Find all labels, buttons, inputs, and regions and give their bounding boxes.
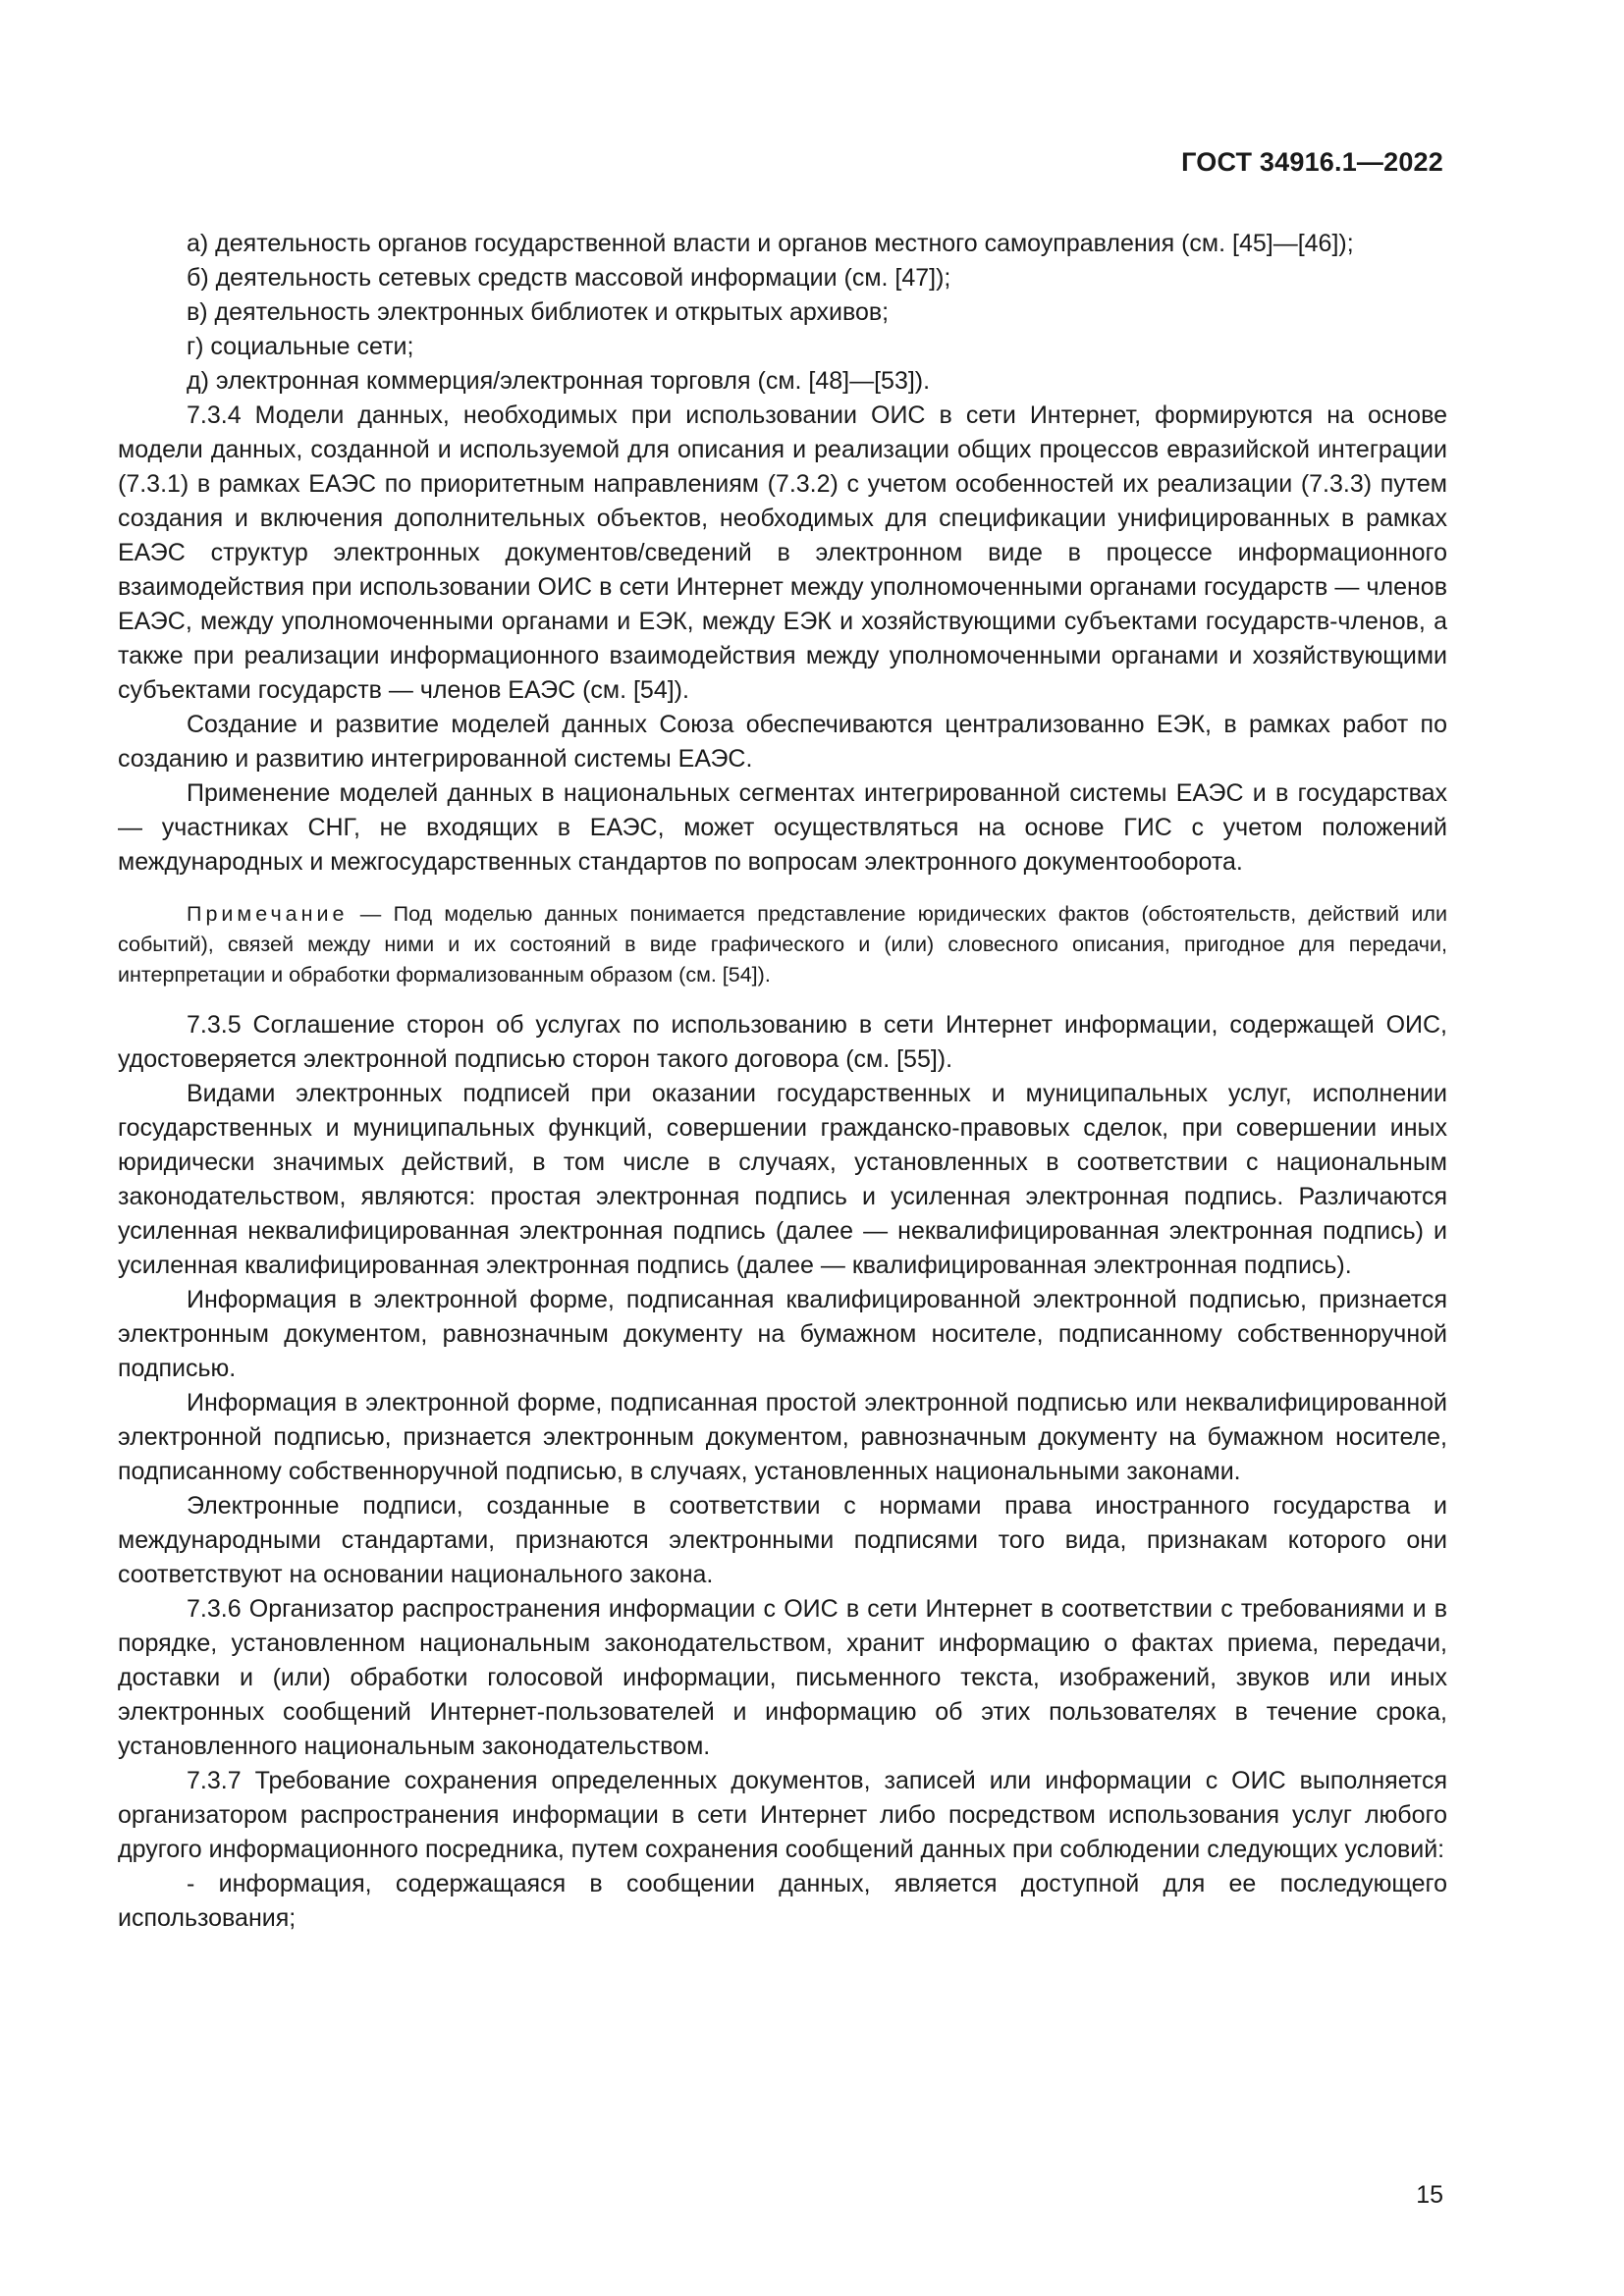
section-7-3-4-paragraph: 7.3.4 Модели данных, необходимых при использовании ОИС в сети Интернет, формируются на основе модели данных, созданной и используемой для описания и реализации общих процессов евразийской интеграции (7.3.1) в рамках ЕАЭС по приоритетным направлениям (7.3.2) с учетом особенностей их реализации (7.3.3) путем создания и включения дополнительных объектов, необходимых для спецификации унифицированных в рамках ЕАЭС структур электронных документов/сведений в электронном виде в процессе информационного взаимодействия при использовании ОИС в сети Интернет между уполномоченными органами государств — членов ЕАЭС, между уполномоченными органами и ЕЭК, между ЕЭК и хозяйствующими субъектами государств-членов, а также при реализации информационного взаимодействия между уполномоченными органами и хозяйствующими субъектами государств — членов ЕАЭС (см. [54]).: [118, 401, 1447, 704]
list-item-d: г) социальные сети;: [187, 333, 414, 360]
paragraph-foreign-signatures: Электронные подписи, созданные в соответствии с нормами права иностранного государства и международными стандартами, признаются электронными подписями того вида, признакам которого они соответствуют на основании национального закона.: [118, 1492, 1447, 1588]
section-7-3-5-paragraph: 7.3.5 Соглашение сторон об услугах по использованию в сети Интернет информации, содержащей ОИС, удостоверяется электронной подписью сторон такого договора (см. [55]).: [118, 1011, 1447, 1073]
paragraph-qualified-signature: Информация в электронной форме, подписанная квалифицированной электронной подписью, признается электронным документом, равнозначным документу на бумажном носителе, подписанному собственноручной подписью.: [118, 1286, 1447, 1382]
list-item-c: в) деятельность электронных библиотек и открытых архивов;: [187, 298, 890, 326]
section-7-3-7-paragraph: 7.3.7 Требование сохранения определенных документов, записей или информации с ОИС выполняется организатором распространения информации в сети Интернет либо посредством использования услуг любого другого информационного посредника, путем сохранения сообщений данных при соблюдении следующих условий:: [118, 1767, 1447, 1863]
page-number: 15: [1416, 2181, 1443, 2209]
section-7-3-6-paragraph: 7.3.6 Организатор распространения информации с ОИС в сети Интернет в соответствии с требованиями и в порядке, установленном национальным законодательством, хранит информацию о фактах приема, передачи, доставки и (или) обработки голосовой информации, письменного текста, изображений, звуков или иных электронных сообщений Интернет-пользователей и информацию об этих пользователях в течение срока, установленного национальным законодательством.: [118, 1595, 1447, 1760]
document-standard-code: ГОСТ 34916.1—2022: [1181, 147, 1443, 177]
paragraph-simple-signature: Информация в электронной форме, подписанная простой электронной подписью или неквалифицированной электронной подписью, признается электронным документом, равнозначным документу на бумажном носителе, подписанному собственноручной подписью, в случаях, установленных национальными законами.: [118, 1389, 1447, 1485]
list-item-a: а) деятельность органов государственной власти и органов местного самоуправления (см. [45]—[46]);: [187, 230, 1354, 257]
document-body: [118, 227, 1447, 1936]
note-label: Примечание: [187, 902, 349, 926]
note-block: [118, 899, 1447, 990]
list-item-b: б) деятельность сетевых средств массовой информации (см. [47]);: [187, 264, 951, 292]
list-item-e: д) электронная коммерция/электронная торговля (см. [48]—[53]).: [187, 367, 931, 395]
note-text: — Под моделью данных понимается представление юридических фактов (обстоятельств, действий или событий), связей между ними и их состояний в виде графического и (или) словесного описания, пригодное для передачи, интерпретации и обработки формализованным образом (см. [54]).: [118, 902, 1447, 987]
list-item-condition: - информация, содержащаяся в сообщении данных, является доступной для ее последующего использования;: [118, 1870, 1447, 1932]
paragraph-signature-types: Видами электронных подписей при оказании государственных и муниципальных услуг, исполнении государственных и муниципальных функций, совершении гражданско-правовых сделок, при совершении иных юридически значимых действий, в том числе в случаях, установленных в соответствии с национальным законодательством, являются: простая электронная подпись и усиленная электронная подпись. Различаются усиленная неквалифицированная электронная подпись (далее — неквалифицированная электронная подпись) и усиленная квалифицированная электронная подпись (далее — квалифицированная электронная подпись).: [118, 1080, 1447, 1279]
paragraph-data-models-creation: Создание и развитие моделей данных Союза обеспечиваются централизованно ЕЭК, в рамках работ по созданию и развитию интегрированной системы ЕАЭС.: [118, 711, 1447, 773]
paragraph-data-models-application: Применение моделей данных в национальных сегментах интегрированной системы ЕАЭС и в государствах — участниках СНГ, не входящих в ЕАЭС, может осуществляться на основе ГИС с учетом положений международных и межгосударственных стандартов по вопросам электронного документооборота.: [118, 779, 1447, 876]
